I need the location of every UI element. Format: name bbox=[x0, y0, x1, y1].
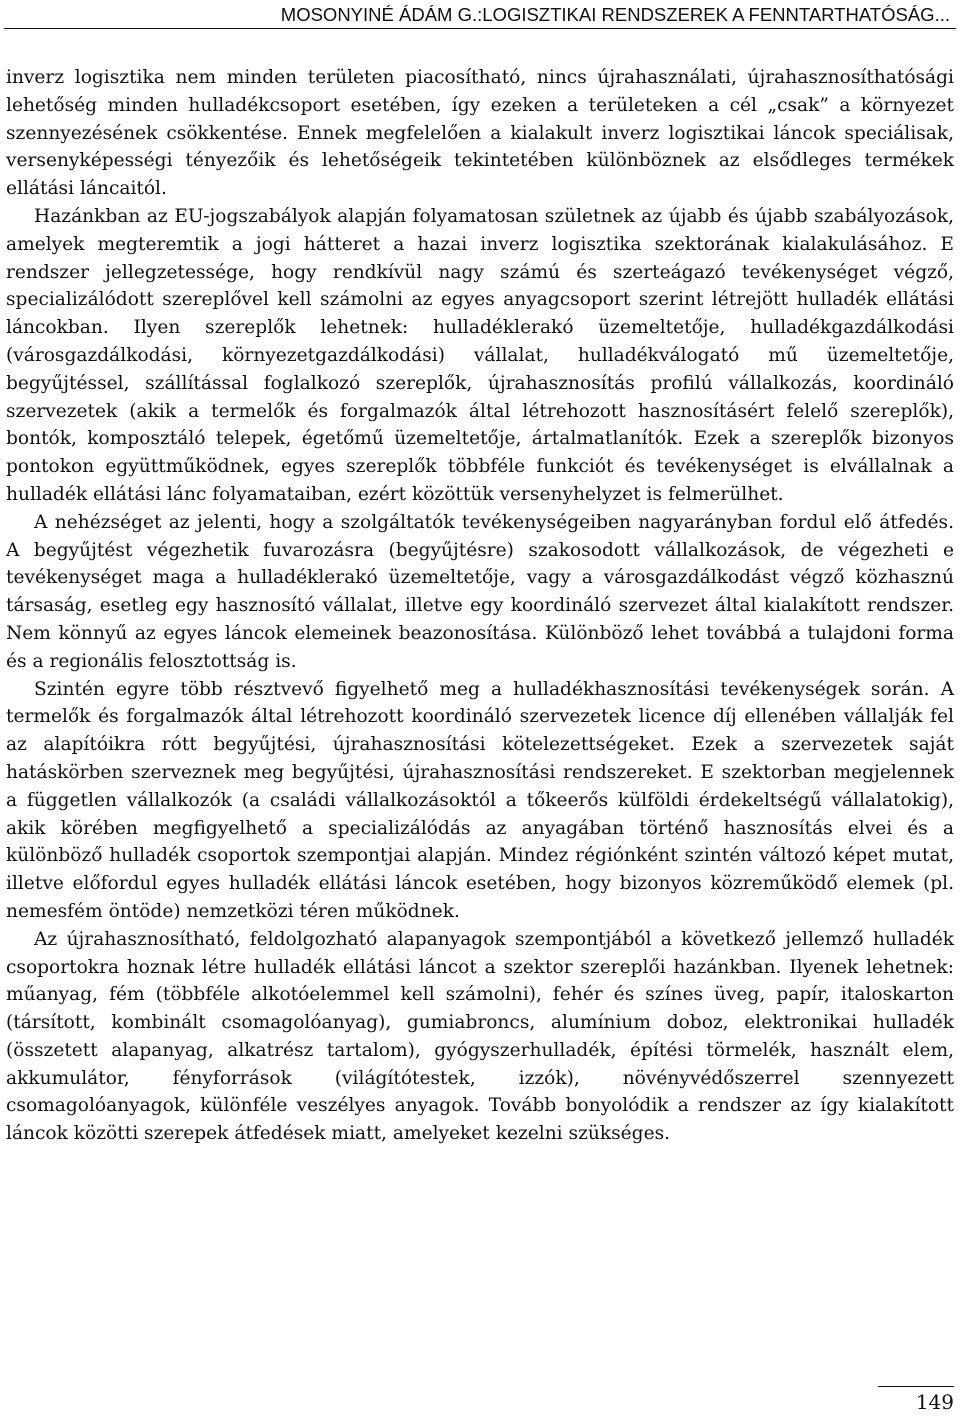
footer-rule bbox=[878, 1386, 954, 1387]
running-header: MOSONYINÉ ÁDÁM G.:LOGISZTIKAI RENDSZEREK A FENNTARTHATÓSÁG... bbox=[280, 4, 950, 25]
paragraph-4: Szintén egyre több résztvevő figyelhető meg a hulladékhasznosítási tevékenységek során. A termelők és forgalmazók által létrehozott koordináló szervezetek licence díj ellenében vállalják fel az alapítóikra rótt begyűjtési, újrahasznosítási kötelezettségeket. Ezek a szervezetek saját hatáskörben szerveznek meg begyűjtési, újrahasznosítási rendszereket. E szektorban megjelennek a független vállalkozók (a családi vállalkozásoktól a tőkeerős külföldi érdekeltségű vállalatokig), akik körében megfigyelhető a specializálódás az anyagában történő hasznosítás elvei és a különböző hulladék csoportok szempontjai alapján. Mindez régiónként szintén változó képet mutat, illetve előfordul egyes hulladék ellátási láncok esetében, hogy bizonyos közreműködő elemek (pl. nemesfém öntöde) nemzetközi téren működnek. bbox=[6, 678, 954, 922]
paragraph-2: Hazánkban az EU-jogszabályok alapján folyamatosan születnek az újabb és újabb szabályozások, amelyek megteremtik a jogi hátteret a hazai inverz logisztika szektorának kialakulásához. E rendszer jellegzetessége, hogy rendkívül nagy számú és szerteágazó tevékenységet végző, specializálódott szereplővel kell számolni az egyes anyagcsoport szerint létrejött hulladék ellátási láncokban. Ilyen szereplők lehetnek: hulladéklerakó üzemeltetője, hulladékgazdálkodási (városgazdálkodási, környezetgazdálkodási) vállalat, hulladékválogató mű üzemeltetője, begyűjtéssel, szállítással foglalkozó szereplők, újrahasznosítás profilú vállalkozás, koordináló szervezetek (akik a termelők és forgalmazók által létrehozott hasznosításért felelő szereplők), bontók, komposztáló telepek, égetőmű üzemeltetője, ártalmatlanítók. Ezek a szereplők bizonyos pontokon együttműködnek, egyes szereplők többféle funkciót és tevékenységet is elvállalnak a hulladék ellátási lánc folyamataiban, ezért közöttük versenyhelyzet is felmerülhet. bbox=[6, 205, 954, 505]
paragraph-3: A nehézséget az jelenti, hogy a szolgáltatók tevékenységeiben nagyarányban fordul elő átfedés. A begyűjtést végezhetik fuvarozásra (begyűjtésre) szakosodott vállalkozások, de végezheti e tevékenységet maga a hulladéklerakó üzemeltetője, vagy a városgazdálkodást végző közhasznú társaság, esetleg egy hasznosító vállalat, illetve egy koordináló szervezet által kialakított rendszer. Nem könnyű az egyes láncok elemeinek beazonosítása. Különböző lehet továbbá a tulajdoni forma és a regionális felosztottság is. bbox=[6, 511, 954, 672]
paragraph-1: inverz logisztika nem minden területen piacosítható, nincs újrahasználati, újrahasznosíthatósági lehetőség minden hulladékcsoport esetében, így ezeken a területeken a cél „csak” a környezet szennyezésének csökkentése. Ennek megfelelően a kialakult inverz logisztikai láncok speciálisak, versenyképességi tényezőik és lehetőségeik tekintetében különböznek az elsődleges termékek ellátási láncaitól. bbox=[6, 67, 954, 200]
paragraph-5: Az újrahasznosítható, feldolgozható alapanyagok szempontjából a következő jellemző hulladék csoportokra hoznak létre hulladék ellátási láncot a szektor szereplői hazánkban. Ilyenek lehetnek: műanyag, fém (többféle alkotóelemmel kell számolni), fehér és színes üveg, papír, italoskarton (társított, kombinált csomagolóanyag), gumiabroncs, alumínium doboz, elektronikai hulladék (összetett alapanyag, alkatrész tartalom), gyógyszerhulladék, építési törmelék, használt elem, akkumulátor, fényforrások (világítótestek, izzók), növényvédőszerrel szennyezett csomagolóanyagok, különféle veszélyes anyagok. Tovább bonyolódik a rendszer az így kialakított láncok közötti szerepek átfedések miatt, amelyeket kezelni szükséges. bbox=[6, 928, 954, 1145]
page-number: 149 bbox=[915, 1390, 954, 1414]
page-body bbox=[6, 64, 954, 1148]
header-rule bbox=[4, 28, 956, 29]
